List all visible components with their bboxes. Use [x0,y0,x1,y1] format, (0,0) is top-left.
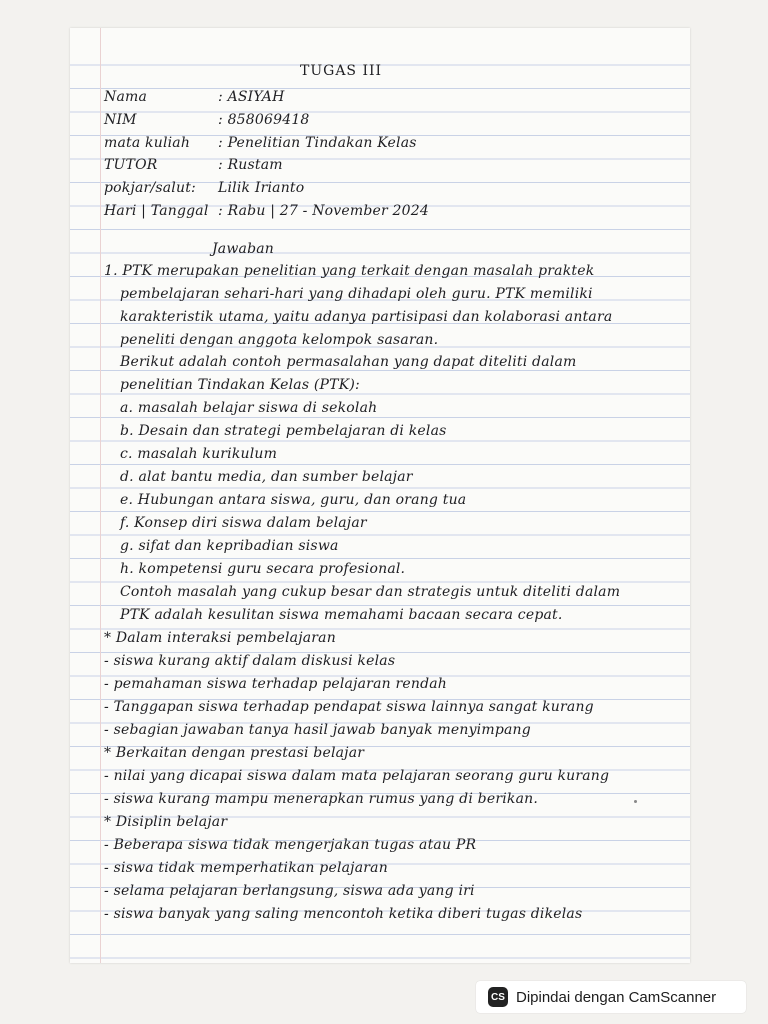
camscanner-text: Dipindai dengan CamScanner [516,988,717,1006]
identity-value: : ASIYAH [218,89,285,105]
answer-line: * Disiplin belajar [104,814,228,830]
page-title: TUGAS III [300,63,383,79]
answer-line: - pemahaman siswa terhadap pelajaran rendah [104,676,448,692]
answer-line: PTK adalah kesulitan siswa memahami bacaan secara cepat. [120,607,563,623]
answer-line: * Dalam interaksi pembelajaran [104,630,336,646]
answer-line: f. Konsep diri siswa dalam belajar [120,515,367,531]
answer-line: g. sifat dan kepribadian siswa [120,538,339,554]
answer-line: h. kompetensi guru secara profesional. [120,561,406,577]
ink-dot [634,800,637,803]
camscanner-logo-icon: CS [488,987,508,1007]
answer-line: e. Hubungan antara siswa, guru, dan orang tua [120,492,467,508]
answer-line: Contoh masalah yang cukup besar dan strategis untuk diteliti dalam [120,584,621,600]
identity-label: TUTOR [104,157,158,173]
answer-line: - Tanggapan siswa terhadap pendapat siswa lainnya sangat kurang [104,699,594,715]
answer-line: - nilai yang dicapai siswa dalam mata pelajaran seorang guru kurang [104,768,610,784]
answer-line: karakteristik utama, yaitu adanya partisipasi dan kolaborasi antara [120,309,613,325]
answer-heading: Jawaban [212,241,275,257]
answer-line: - siswa banyak yang saling mencontoh ketika diberi tugas dikelas [104,906,583,922]
identity-label: pokjar/salut: [104,180,196,196]
identity-label: NIM [104,112,137,128]
answer-line: pembelajaran sehari-hari yang dihadapi oleh guru. PTK memiliki [120,286,593,302]
answer-line: c. masalah kurikulum [120,446,278,462]
answer-line: peneliti dengan anggota kelompok sasaran. [120,332,439,348]
answer-line: - selama pelajaran berlangsung, siswa ada yang iri [104,883,475,899]
answer-line: - siswa kurang aktif dalam diskusi kelas [104,653,396,669]
answer-line: * Berkaitan dengan prestasi belajar [104,745,365,761]
answer-line: Berikut adalah contoh permasalahan yang dapat diteliti dalam [120,354,577,370]
camscanner-badge [476,981,746,1013]
identity-label: Nama [104,89,148,105]
identity-label: Hari | Tanggal [104,203,209,219]
answer-line: penelitian Tindakan Kelas (PTK): [120,377,360,393]
answer-line: - siswa tidak memperhatikan pelajaran [104,860,388,876]
identity-value: Lilik Irianto [218,180,305,196]
answer-line: a. masalah belajar siswa di sekolah [120,400,378,416]
answer-line: b. Desain dan strategi pembelajaran di kelas [120,423,447,439]
identity-label: mata kuliah [104,135,191,151]
answer-line: - sebagian jawaban tanya hasil jawab banyak menyimpang [104,722,531,738]
answer-line: - Beberapa siswa tidak mengerjakan tugas atau PR [104,837,477,853]
answer-line: 1. PTK merupakan penelitian yang terkait dengan masalah praktek [104,263,595,279]
answer-line: d. alat bantu media, dan sumber belajar [120,469,413,485]
answer-line: - siswa kurang mampu menerapkan rumus yang di berikan. [104,791,538,807]
margin-line [100,28,101,963]
identity-value: : Rustam [218,157,283,173]
identity-value: : 858069418 [218,112,310,128]
identity-value: : Penelitian Tindakan Kelas [218,135,417,151]
identity-value: : Rabu | 27 - November 2024 [218,203,429,219]
